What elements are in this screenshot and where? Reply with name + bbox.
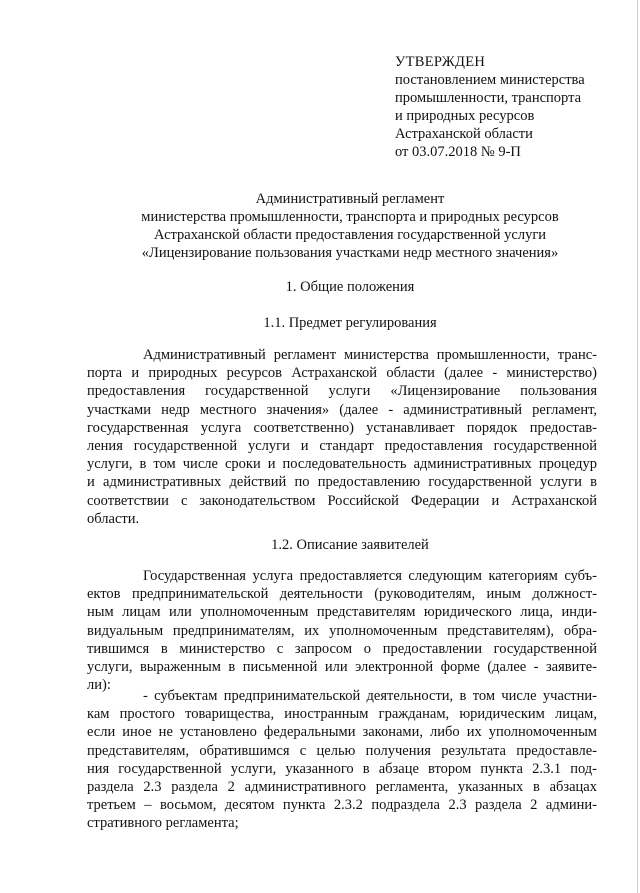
paragraph-line: соответствии с законодательством Российской Федерации и Астраханской [87, 492, 597, 509]
paragraph-subject [87, 346, 597, 528]
paragraph-line: области. [87, 510, 140, 527]
list-item-line: третьем – восьмом, десятом пункта 2.3.2 подраздела 2.3 раздела 2 админи- [87, 797, 597, 814]
list-item-line: представителям, обратившимся с целью получения результата предоставле- [87, 742, 597, 759]
paragraph-line: тившимся в министерство с запросом о предоставлении государственной [87, 640, 597, 657]
list-item-line: стративного регламента; [87, 815, 239, 832]
paragraph-line: Государственная услуга предоставляется следующим категориям субъ- [143, 568, 597, 584]
title-line: министерства промышленности, транспорта и природных ресурсов [141, 209, 559, 225]
paragraph-line: участками недр местного значения» (далее - административный регламент, [87, 401, 597, 418]
paragraph-line: ектов предпринимательской деятельности (руководителям, иным должност- [87, 586, 597, 603]
paragraph-line: ли): [87, 677, 111, 694]
list-item-line: раздела 2.3 раздела 2 административного регламента, указанных в абзацах [87, 779, 597, 796]
paragraph-line: услуги, выраженным в письменной или электронной форме (далее - заявите- [87, 659, 597, 676]
section-heading-general: 1. Общие положения [285, 279, 415, 295]
paragraph-line: ным лицам или уполномоченным представителям юридического лица, инди- [87, 604, 597, 621]
paragraph-line: порта и природных ресурсов Астраханской области (далее - министерство) [87, 365, 597, 382]
approval-line: и природных ресурсов [395, 108, 535, 124]
list-item-applicants [87, 687, 597, 833]
paragraph-line: государственная услуга соответственно) устанавливает порядок предостав- [87, 419, 597, 436]
approval-line: промышленности, транспорта [395, 90, 582, 106]
paragraph-line: Административный регламент министерства промышленности, транс- [143, 347, 597, 363]
approval-date-number: от 03.07.2018 № 9-П [395, 144, 521, 160]
approval-line: постановлением министерства [395, 72, 585, 88]
title-line: Административный регламент [255, 191, 445, 207]
paragraph-line: и административных действий по предоставлению государственной услуги в [87, 474, 597, 491]
list-item-line: - субъектам предпринимательской деятельности, в том числе участни- [143, 688, 597, 704]
paragraph-line: видуальным предпринимателям, их уполномоченным представителям), обра- [87, 622, 597, 639]
paragraph-line: предоставления государственной услуги «Лицензирование пользования [87, 383, 597, 400]
paragraph-line: услуги, в том числе сроки и последовательность административных процедур [87, 456, 597, 473]
approval-stamp-block [395, 53, 625, 161]
title-line: Астраханской области предоставления государственной услуги [153, 227, 547, 243]
list-item-line: кам простого товарищества, иностранным гражданам, юридическим лицам, [87, 706, 597, 723]
scan-edge-line [637, 0, 638, 893]
title-line: «Лицензирование пользования участками недр местного значения» [141, 245, 559, 261]
subsection-heading-subject: 1.1. Предмет регулирования [263, 315, 437, 331]
approval-heading: УТВЕРЖДЕН [395, 54, 486, 70]
approval-line: Астраханской области [395, 126, 533, 142]
subsection-heading-applicants: 1.2. Описание заявителей [271, 537, 429, 553]
document-title [100, 190, 600, 262]
paragraph-applicants [87, 567, 597, 694]
list-item-line: если иное не установлено федеральными законами, либо их уполномоченным [87, 724, 597, 741]
list-item-line: ния государственной услуги, указанного в абзаце втором пункта 2.3.1 под- [87, 760, 597, 777]
paragraph-line: ления государственной услуги и стандарт предоставления государственной [87, 438, 597, 455]
